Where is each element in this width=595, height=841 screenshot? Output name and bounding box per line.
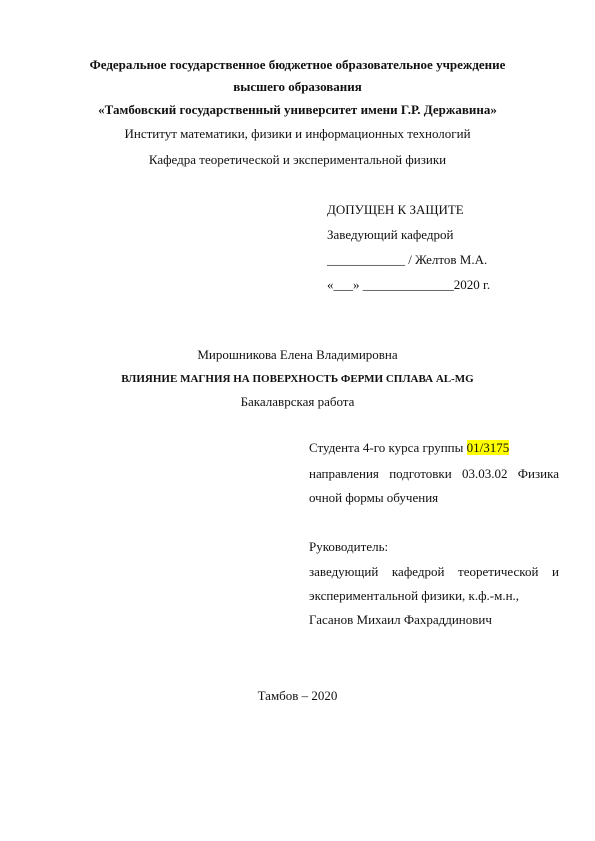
student-group-number: 01/3175 xyxy=(466,440,510,455)
supervisor-position-1: заведующий кафедрой теоретической и xyxy=(309,564,559,579)
institution-line-2: высшего образования xyxy=(233,79,362,94)
work-title: ВЛИЯНИЕ МАГНИЯ НА ПОВЕРХНОСТЬ ФЕРМИ СПЛАВА AL-MG xyxy=(121,373,474,385)
department-name: Кафедра теоретической и экспериментальной физики xyxy=(148,152,447,167)
approval-position: Заведующий кафедрой xyxy=(327,227,454,242)
university-name: «Тамбовский государственный университет имени Г.Р. Державина» xyxy=(98,102,497,117)
author-name: Мирошникова Елена Владимировна xyxy=(197,347,398,362)
student-direction: направления подготовки 03.03.02 Физика xyxy=(309,466,559,481)
student-line-1 xyxy=(309,439,559,457)
supervisor-name: Гасанов Михаил Фахраддинович xyxy=(309,612,492,627)
supervisor-label: Руководитель: xyxy=(309,539,389,554)
institute-name: Институт математики, физики и информационных технологий xyxy=(124,126,471,141)
student-form: очной формы обучения xyxy=(309,490,439,505)
institution-line-1: Федеральное государственное бюджетное образовательное учреждение xyxy=(89,57,506,72)
approval-date: «___» ______________2020 г. xyxy=(327,277,491,292)
supervisor-position-2: экспериментальной физики, к.ф.-м.н., xyxy=(309,588,520,603)
student-course-text: Студента 4-го курса группы xyxy=(309,440,467,455)
approval-title: ДОПУЩЕН К ЗАЩИТЕ xyxy=(327,202,464,217)
work-type: Бакалаврская работа xyxy=(240,394,355,409)
city-year: Тамбов – 2020 xyxy=(257,688,338,703)
approval-signature: ____________ / Желтов М.А. xyxy=(327,252,488,267)
